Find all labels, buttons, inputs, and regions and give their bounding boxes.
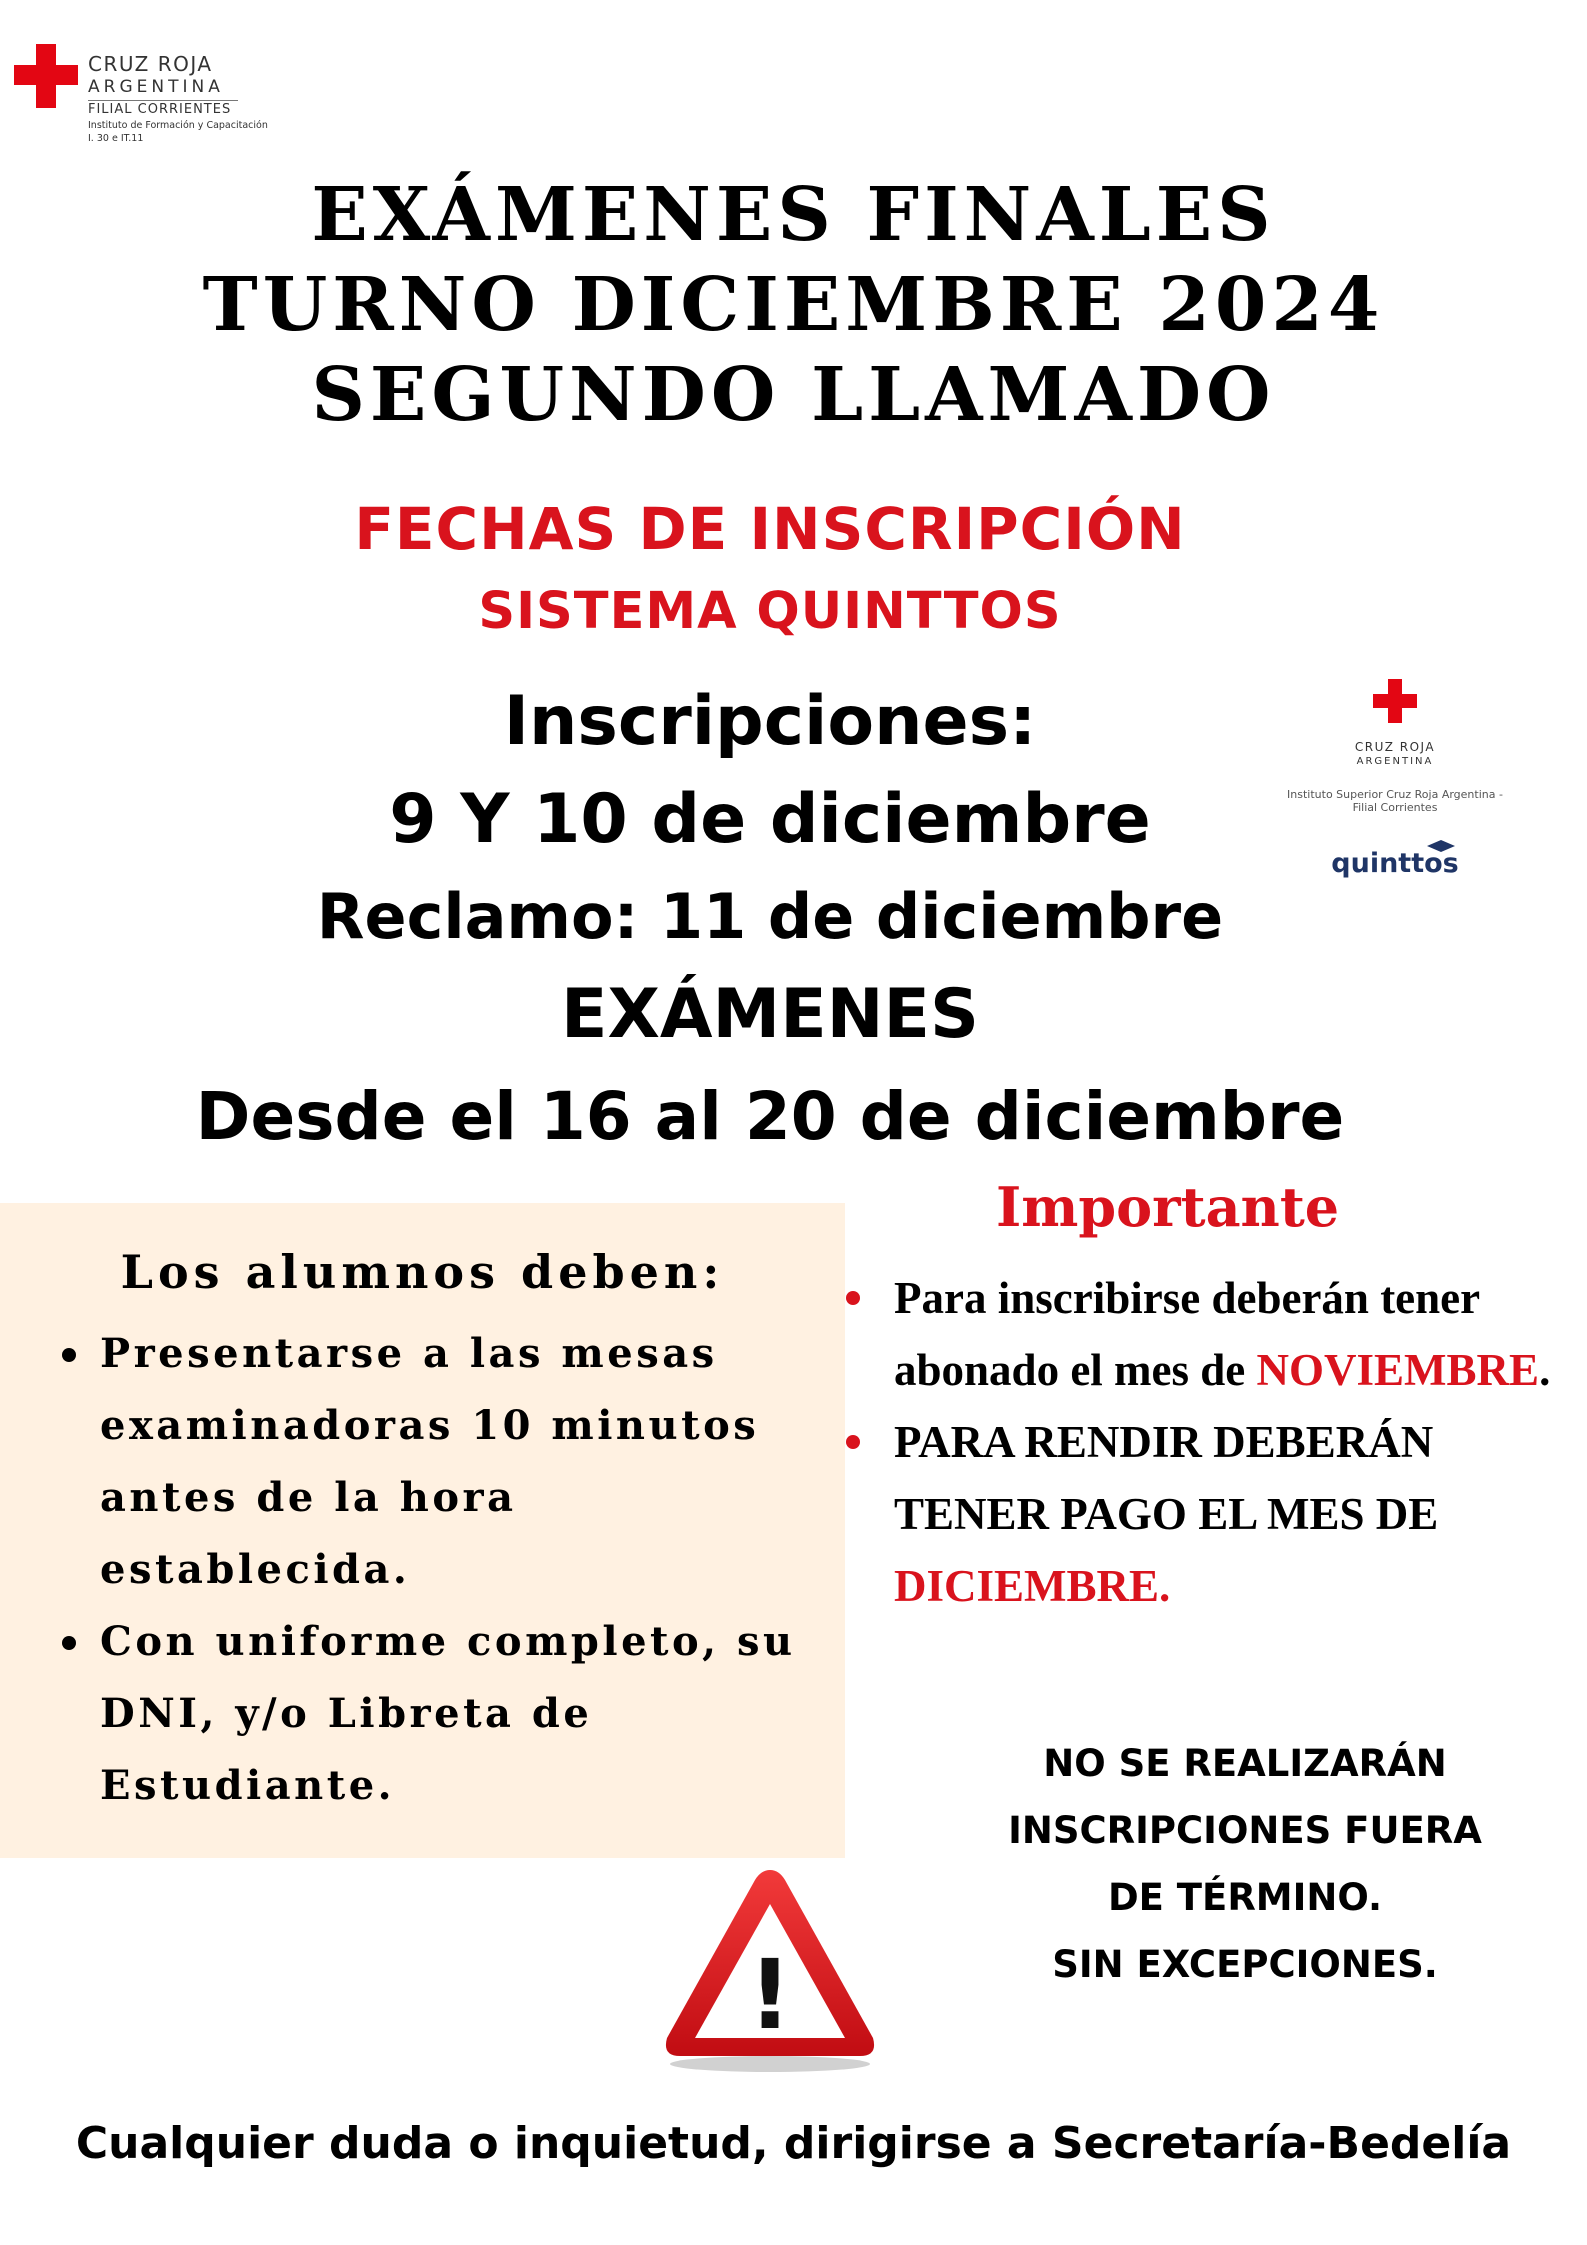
students-item-1: Presentarse a las mesas examinadoras 10 minutos antes de la hora establecida. [100, 1330, 760, 1593]
logo2-institute: Instituto Superior Cruz Roja Argentina - [1287, 788, 1503, 801]
red-bullet-icon [846, 1435, 860, 1449]
quinttos-logo [1245, 670, 1545, 890]
logo2-filial: Filial Corrientes [1352, 801, 1438, 814]
students-item-2: Con uniforme completo, su DNI, y/o Libreta de Estudiante. [100, 1618, 796, 1809]
logo2-line-1: CRUZ ROJA [1354, 740, 1436, 754]
red-bullet-icon [846, 1291, 860, 1305]
subtitle-line-1: FECHAS DE INSCRIPCIÓN [354, 495, 1186, 563]
examenes-dates: Desde el 16 al 20 de diciembre [195, 1078, 1345, 1155]
logo2-line-2: ARGENTINA [1356, 756, 1434, 767]
inscripciones-dates: 9 Y 10 de diciembre [389, 780, 1151, 859]
subtitle-line-2: SISTEMA QUINTTOS [478, 582, 1062, 641]
notice-line-1: NO SE REALIZARÁN [1043, 1742, 1447, 1785]
footer-text: Cualquier duda o inquietud, dirigirse a Secretaría-Bedelía [75, 2118, 1512, 2169]
quinttos-brand: quinttos [1331, 848, 1459, 879]
notice-line-4: SIN EXCEPCIONES. [1052, 1943, 1438, 1986]
title-line-1: EXÁMENES FINALES [311, 172, 1276, 258]
notice-block [925, 1730, 1565, 1998]
examenes-label: EXÁMENES [561, 975, 979, 1054]
list-item [840, 1262, 1580, 1406]
students-list [58, 1318, 828, 1822]
small-red-cross-icon-vertical [1388, 679, 1402, 723]
page-title [0, 170, 1587, 440]
red-cross-icon-vertical [36, 44, 56, 108]
inscripciones-label: Inscripciones: [503, 682, 1037, 761]
logo-line-4: Instituto de Formación y Capacitación [88, 120, 268, 131]
important-item-1-text: Para inscribirse deberán tener abonado el mes de [894, 1273, 1480, 1395]
important-item-2-text: PARA RENDIR DEBERÁN TENER PAGO EL MES DE [894, 1417, 1439, 1539]
notice-line-3: DE TÉRMINO. [1107, 1876, 1383, 1919]
bullet-icon [62, 1348, 76, 1362]
warning-triangle-icon [655, 1860, 885, 2080]
list-item [840, 1406, 1580, 1622]
logo-text [88, 52, 268, 145]
notice-line-2: INSCRIPCIONES FUERA [1008, 1809, 1482, 1852]
title-line-3: SEGUNDO LLAMADO [311, 352, 1276, 438]
bullet-icon [62, 1636, 76, 1650]
logo2-line-3 [1245, 788, 1545, 814]
important-item-1-end: . [1539, 1345, 1551, 1395]
reclamo-date: Reclamo: 11 de diciembre [316, 880, 1224, 953]
logo-line-1: CRUZ ROJA [88, 52, 213, 76]
warning-symbol: ! [748, 1939, 792, 2051]
logo-line-5: I. 30 e IT.11 [88, 133, 144, 144]
important-item-2-month: DICIEMBRE. [894, 1561, 1171, 1611]
important-title: Importante [996, 1175, 1340, 1239]
list-item [58, 1606, 828, 1822]
logo-line-2: ARGENTINA [88, 77, 224, 97]
important-list [840, 1262, 1580, 1622]
title-line-2: TURNO DICIEMBRE 2024 [202, 262, 1385, 348]
logo-line-3: FILIAL CORRIENTES [88, 100, 238, 119]
list-item [58, 1318, 828, 1606]
important-item-1-month: NOVIEMBRE [1256, 1345, 1540, 1395]
students-title: Los alumnos deben: [120, 1245, 725, 1299]
